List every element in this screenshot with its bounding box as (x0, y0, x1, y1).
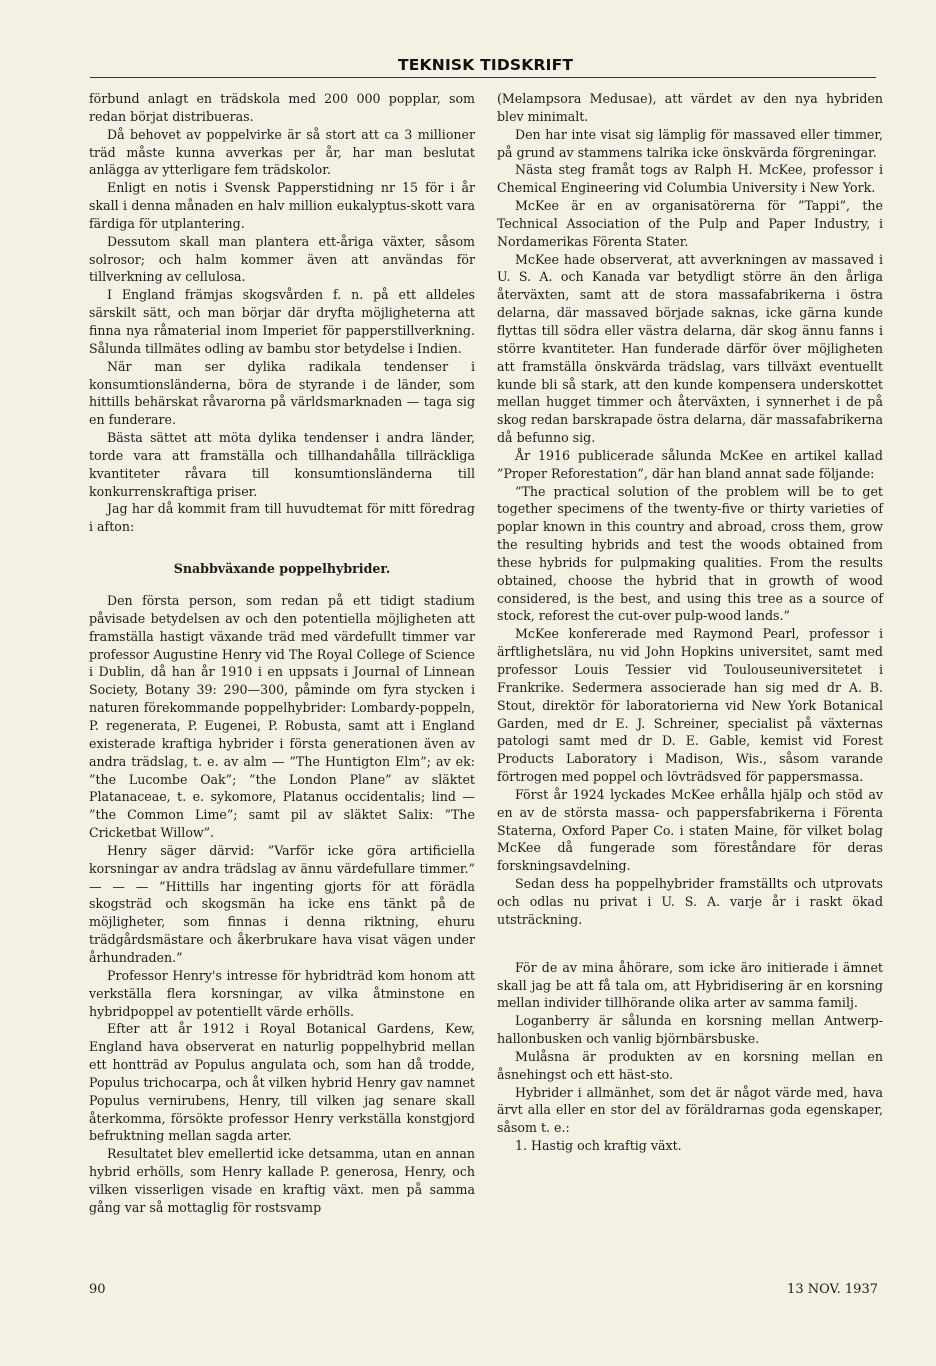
section-heading: Snabbväxande poppelhybrider. (173, 561, 391, 577)
paragraph: förbund anlagt en trädskola med 200 000 popplar, som redan börjat distribueras. (89, 91, 475, 124)
right-column (497, 90, 883, 1155)
paragraph: Efter att år 1912 i Royal Botanical Gardens, Kew, England hava observerat en naturlig poppelhybrid mellan ett hontträd av Populus angulata och, som han då trodde, Populus trichocarpa, och åt vilken hybrid Henry gav namnet Populus vernirubens, Henry, till vilken jag senare skall återkomma, försökte professor Henry verkställa konstgjord befruktning mellan sagda arter. (89, 1021, 475, 1144)
paragraph: Loganberry är sålunda en korsning mellan Antwerp-hallonbusken och vanlig björnbärsbuske. (497, 1013, 883, 1047)
paragraph: Bästa sättet att möta dylika tendenser i andra länder, torde vara att framställa och tillhandahålla tillräckliga kvantiteter råvara till konsumtionsländerna till konkurrenskraftiga priser. (89, 430, 475, 499)
paragraph: Den har inte visat sig lämplig för massaved eller timmer, på grund av stammens talrika icke önskvärda förgreningar. (497, 126, 883, 160)
paragraph: Enligt en notis i Svensk Papperstidning nr 15 för i år skall i denna månaden en halv million eukalyptus-skott vara färdiga för utplantering. (89, 180, 475, 231)
paragraph: Först år 1924 lyckades McKee erhålla hjälp och stöd av en av de största massa- och pappersfabrikerna i Förenta Staterna, Oxford Paper Co. i staten Maine, för vilket bolag McKee då fungerade som föreståndare för deras forskningsavdelning. (497, 786, 883, 874)
quote-paragraph: ”The practical solution of the problem will be to get together specimens of the twenty-five or thirty varieties of poplar known in this country and abroad, cross them, grow the resulting hybrids and test the woods obtained from these hybrids for pulpmaking qualities. From the results obtained, choose the hybrid that in growth of wood considered, is the best, and using this tree as a source of stock, reforest the cut-over pulp-wood lands.” (497, 483, 883, 624)
header-rule (90, 77, 876, 78)
paragraph: Sedan dess ha poppelhybrider framställts och utprovats och odlas nu privat i U. S. A. varje år i raskt ökad utsträckning. (497, 876, 883, 927)
paragraph: Den första person, som redan på ett tidigt stadium påvisade betydelsen av och den potentiella möjligheten att framställa hastigt växande träd med värdefullt timmer var professor Augustine Henry vid The Royal College of Science i Dublin, då han år 1910 i en uppsats i Journal of Linnean Society, Botany 39: 290—300, påminde om fyra stycken i naturen förekommande poppelhybrider: Lombardy-poppeln, P. regenerata, P. Eugenei, P. Robusta, samt att i England existerade kraftiga hybrider i första generationen även av andra trädslag, t. e. av alm — ”The Huntigton Elm”; av ek: ”the Lucombe Oak”; ”the London Plane” av släktet Platanaceae, t. e. sykomore, Platanus occidentalis; lind — ”the Common Lime”; samt pil av släktet Salix: ”The Cricketbat Willow”. (89, 593, 475, 841)
paragraph: Nästa steg framåt togs av Ralph H. McKee, professor i Chemical Engineering vid Columbia University i New York. (497, 162, 883, 196)
masthead (0, 56, 936, 78)
paragraph: För de av mina åhörare, som icke äro initierade i ämnet skall jag be att få tala om, att Hybridisering är en korsning mellan individer tillhörande olika arter av samma familj. (497, 959, 883, 1011)
paragraph: McKee hade observerat, att avverkningen av massaved i U. S. A. och Kanada var betydligt större än den årliga återväxten, samt att de stora massafabrikerna i östra delarna, där massaved började saknas, icke gärna kunde flyttas till södra eller västra delarna, där skog ännu fanns i större kvantiteter. Han funderade därför över möjligheten att framställa önskvärda trädslag, vars tillväxt eventuellt kunde bli så stark, att den kunde kompensera underskottet mellan hugget timmer och återväxten, i synnerhet i de på skog redan barskrapade östra delarna, där massafabrikerna då befunno sig. (497, 251, 883, 446)
paragraph: Mulåsna är produkten av en korsning mellan en åsnehingst och ett häst-sto. (497, 1048, 883, 1082)
paragraph: McKee är en av organisatörerna för ”Tappi”, the Technical Association of the Pulp and Paper Industry, i Nordamerikas Förenta Stater. (497, 198, 883, 249)
paragraph: Henry säger därvid: ”Varför icke göra artificiella korsningar av andra trädslag av ännu värdefullare timmer.” — — — ”Hittills har ingenting gjorts för att förädla skogsträd och skogsmän ha icke ens tänkt på de möjligheter, som finnas i denna riktning, ehuru trädgårdsmästare och åkerbrukare hava visat vägen under århundraden.” (89, 842, 475, 965)
paragraph: Resultatet blev emellertid icke detsamma, utan en annan hybrid erhölls, som Henry kallade P. generosa, Henry, och vilken visserligen visade en kraftig växt. men på samma gång var så mottaglig för rostsvamp (89, 1146, 475, 1215)
paragraph: När man ser dylika radikala tendenser i konsumtionsländerna, böra de styrande i de länder, som hittills behärskat råvarorna på världsmarknaden — taga sig en funderare. (89, 358, 475, 428)
page-number: 90 (89, 1282, 106, 1297)
left-column (89, 90, 475, 1217)
paragraph: Jag har då kommit fram till huvudtemat för mitt föredrag i afton: (89, 501, 475, 535)
issue-date: 13 NOV. 1937 (787, 1282, 878, 1297)
paragraph: Dessutom skall man plantera ett-åriga växter, såsom solrosor; och halm kommer även att användas för tillverkning av cellulosa. (89, 233, 475, 285)
section-gap (497, 929, 883, 959)
paragraph: (Melampsora Medusae), att värdet av den nya hybriden blev minimalt. (497, 91, 883, 124)
list-item: 1. Hastig och kraftig växt. (515, 1138, 682, 1154)
paragraph: McKee konfererade med Raymond Pearl, professor i ärftlighetslära, nu vid John Hopkins universitet, samt med professor Louis Tessier vid Toulouseuniversitetet i Frankrike. Sedermera associerade han sig med dr A. B. Stout, direktör för laboratorierna vid New York Botanical Garden, med dr E. J. Schreiner, specialist på växternas patologi samt med dr D. E. Gable, kemist vid Forest Products Laboratory i Madison, Wis., såsom varande förtrogen med poppel och lövträdsved för pappersmassa. (497, 626, 883, 785)
paragraph: Då behovet av poppelvirke är så stort att ca 3 millioner träd måste kunna avverkas per år, har man beslutat anlägga av ytterligare fem trädskolor. (89, 126, 475, 178)
paragraph: I England främjas skogsvården f. n. på ett alldeles särskilt sätt, och man börjar där dryfta möjligheterna att finna nya råmaterial inom Imperiet för papperstillverkning. Sålunda tillmätes odling av bambu stor betydelse i Indien. (89, 287, 475, 356)
paragraph: År 1916 publicerade sålunda McKee en artikel kallad ”Proper Reforestation”, där han bland annat sade följande: (497, 447, 883, 481)
journal-title: TEKNISK TIDSKRIFT (395, 56, 576, 74)
paragraph: Hybrider i allmänhet, som det är något värde med, hava ärvt alla eller en stor del av föräldrarnas goda egenskaper, såsom t. e.: (497, 1084, 883, 1136)
paragraph: Professor Henry's intresse för hybridträd kom honom att verkställa flera korsningar, av vilka åtminstone en hybridpoppel av potentiellt värde erhölls. (89, 967, 475, 1019)
